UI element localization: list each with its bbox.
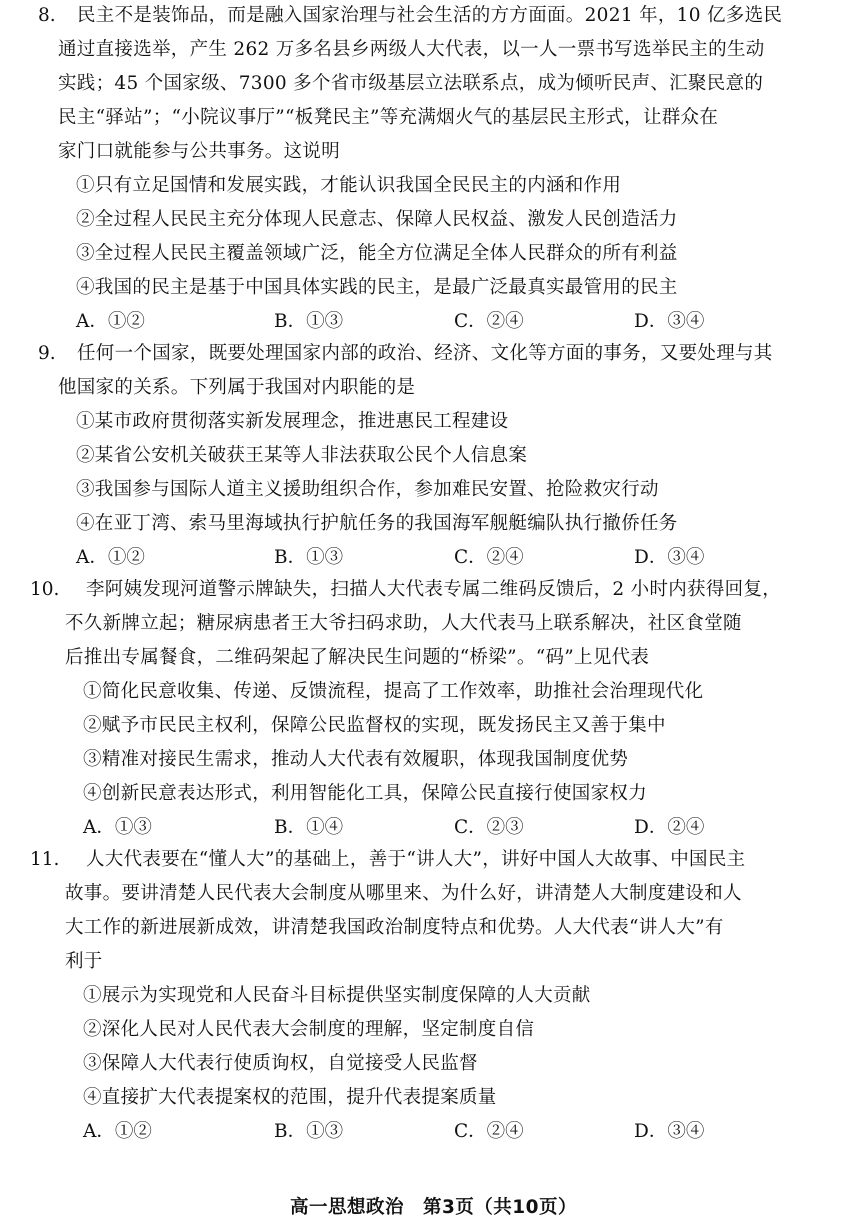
statement: ②赋予市民民主权利，保障公民监督权的实现，既发扬民主又善于集中 — [83, 715, 666, 736]
statement: ④在亚丁湾、索马里海域执行护航任务的我国海军舰艇编队执行撤侨任务 — [76, 513, 678, 534]
stem-line: 不久新牌立起；糖尿病患者王大爷扫码求助，人大代表马上联系解决，社区食堂随 — [65, 613, 742, 634]
statement: ③保障人大代表行使质询权，自觉接受人民监督 — [83, 1053, 478, 1074]
option-c: C．②③ — [454, 817, 524, 838]
stem-line: 故事。要讲清楚人民代表大会制度从哪里来、为什么好，讲清楚人大制度建设和人 — [65, 883, 742, 904]
statement: ①某市政府贯彻落实新发展理念，推进惠民工程建设 — [76, 411, 509, 432]
stem-line: 利于 — [65, 951, 103, 972]
question-number: 8. — [38, 5, 56, 26]
stem-line: 大工作的新进展新成效，讲清楚我国政治制度特点和优势。人大代表“讲人大”有 — [65, 917, 724, 938]
statement: ②深化人民对人民代表大会制度的理解，坚定制度自信 — [83, 1019, 535, 1040]
option-a: A．①③ — [83, 817, 152, 838]
option-b: B．①③ — [274, 311, 344, 332]
option-a: A．①② — [76, 547, 145, 568]
option-c: C．②④ — [454, 547, 524, 568]
statement: ②全过程人民民主充分体现人民意志、保障人民权益、激发人民创造活力 — [76, 209, 678, 230]
stem-line: 李阿姨发现河道警示牌缺失，扫描人大代表专属二维码反馈后，2 小时内获得回复， — [86, 579, 782, 600]
statement: ④直接扩大代表提案权的范围，提升代表提案质量 — [83, 1087, 497, 1108]
option-d: D．③④ — [634, 547, 705, 568]
stem-line: 民主不是装饰品，而是融入国家治理与社会生活的方方面面。2021 年，10 亿多选民 — [77, 5, 783, 26]
option-b: B．①③ — [274, 1121, 344, 1142]
option-b: B．①③ — [274, 547, 344, 568]
statement: ①展示为实现党和人民奋斗目标提供坚实制度保障的人大贡献 — [83, 985, 591, 1006]
statement: ④创新民意表达形式，利用智能化工具，保障公民直接行使国家权力 — [83, 783, 648, 804]
option-a: A．①② — [76, 311, 145, 332]
stem-line: 他国家的关系。下列属于我国对内职能的是 — [58, 377, 416, 398]
stem-line: 任何一个国家，既要处理国家内部的政治、经济、文化等方面的事务，又要处理与其 — [77, 343, 773, 364]
statement: ③精准对接民生需求，推动人大代表有效履职，体现我国制度优势 — [83, 749, 629, 770]
stem-line: 民主“驿站”；“小院议事厅”“板凳民主”等充满烟火气的基层民主形式，让群众在 — [58, 107, 719, 128]
statement: ②某省公安机关破获王某等人非法获取公民个人信息案 — [76, 445, 528, 466]
statement: ③我国参与国际人道主义援助组织合作，参加难民安置、抢险救灾行动 — [76, 479, 659, 500]
option-d: D．③④ — [634, 311, 705, 332]
option-d: D．②④ — [634, 817, 705, 838]
option-c: C．②④ — [454, 1121, 524, 1142]
stem-line: 后推出专属餐食，二维码架起了解决民生问题的“桥梁”。“码”上见代表 — [65, 647, 650, 668]
page-footer: 高一思想政治 第3页（共10页） — [289, 1197, 578, 1218]
statement: ③全过程人民民主覆盖领域广泛，能全方位满足全体人民群众的所有利益 — [76, 243, 678, 264]
stem-line: 家门口就能参与公共事务。这说明 — [58, 141, 341, 162]
statement: ①简化民意收集、传递、反馈流程，提高了工作效率，助推社会治理现代化 — [83, 681, 704, 702]
question-number: 9. — [38, 343, 56, 364]
stem-line: 人大代表要在“懂人大”的基础上，善于“讲人大”，讲好中国人大故事、中国民主 — [86, 849, 746, 870]
stem-line: 通过直接选举，产生 262 万多名县乡两级人大代表，以一人一票书写选举民主的生动 — [58, 39, 765, 60]
option-c: C．②④ — [454, 311, 524, 332]
question-number: 11. — [30, 849, 60, 870]
option-a: A．①② — [83, 1121, 152, 1142]
question-number: 10. — [30, 579, 60, 600]
statement: ①只有立足国情和发展实践，才能认识我国全民民主的内涵和作用 — [76, 175, 622, 196]
option-b: B．①④ — [274, 817, 344, 838]
statement: ④我国的民主是基于中国具体实践的民主，是最广泛最真实最管用的民主 — [76, 277, 678, 298]
stem-line: 实践；45 个国家级、7300 多个省市级基层立法联系点，成为倾听民声、汇聚民意的 — [58, 73, 764, 94]
option-d: D．③④ — [634, 1121, 705, 1142]
